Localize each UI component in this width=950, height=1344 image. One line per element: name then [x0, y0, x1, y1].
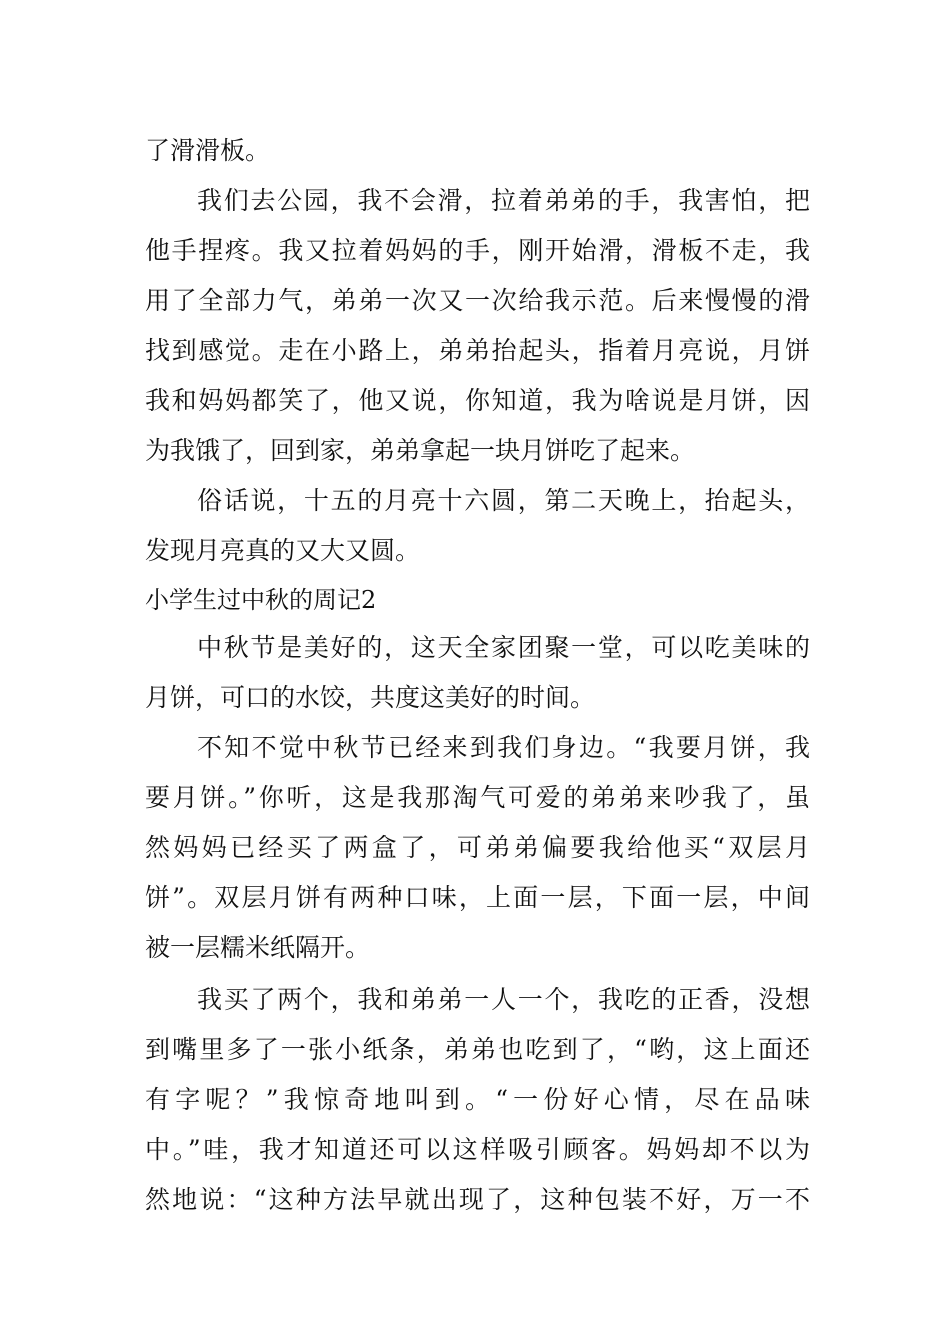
text-line-12: 月饼，可口的水饺，共度这美好的时间。	[145, 683, 596, 712]
text-line-11: 中秋节是美好的，这天全家团聚一堂，可以吃美味的	[197, 633, 810, 662]
text-line-22: 然地说：“这种方法早就出现了，这种包装不好，万一不	[145, 1185, 810, 1214]
text-line-9: 发现月亮真的又大又圆。	[145, 536, 421, 565]
text-line-8: 俗话说，十五的月亮十六圆，第二天晚上，抬起头，	[197, 486, 810, 515]
text-line-13: 不知不觉中秋节已经来到我们身边。“我要月饼，我	[197, 733, 810, 762]
text-line-3: 他手捏疼。我又拉着妈妈的手，刚开始滑，滑板不走，我	[145, 236, 810, 265]
text-line-6: 我和妈妈都笑了，他又说，你知道，我为啥说是月饼，因	[145, 386, 810, 415]
text-line-21: 中。”哇，我才知道还可以这样吸引顾客。妈妈却不以为	[145, 1135, 810, 1164]
text-line-16: 饼”。双层月饼有两种口味，上面一层，下面一层，中间	[145, 883, 810, 912]
text-line-17: 被一层糯米纸隔开。	[145, 933, 371, 962]
text-line-1: 了滑滑板。	[145, 136, 271, 165]
text-line-20: 有字呢？”我惊奇地叫到。“一份好心情，尽在品味	[145, 1085, 810, 1114]
text-line-7: 为我饿了，回到家，弟弟拿起一块月饼吃了起来。	[145, 436, 696, 465]
text-line-19: 到嘴里多了一张小纸条，弟弟也吃到了，“哟，这上面还	[145, 1035, 810, 1064]
text-line-15: 然妈妈已经买了两盒了，可弟弟偏要我给他买“双层月	[145, 833, 810, 862]
text-line-2: 我们去公园，我不会滑，拉着弟弟的手，我害怕，把	[197, 186, 810, 215]
section-heading: 小学生过中秋的周记2	[145, 586, 377, 614]
text-line-18: 我买了两个，我和弟弟一人一个，我吃的正香，没想	[197, 985, 810, 1014]
text-line-4: 用了全部力气，弟弟一次又一次给我示范。后来慢慢的滑	[145, 286, 810, 315]
text-line-5: 找到感觉。走在小路上，弟弟抬起头，指着月亮说，月饼	[145, 336, 810, 365]
text-line-14: 要月饼。”你听，这是我那淘气可爱的弟弟来吵我了，虽	[145, 783, 810, 812]
